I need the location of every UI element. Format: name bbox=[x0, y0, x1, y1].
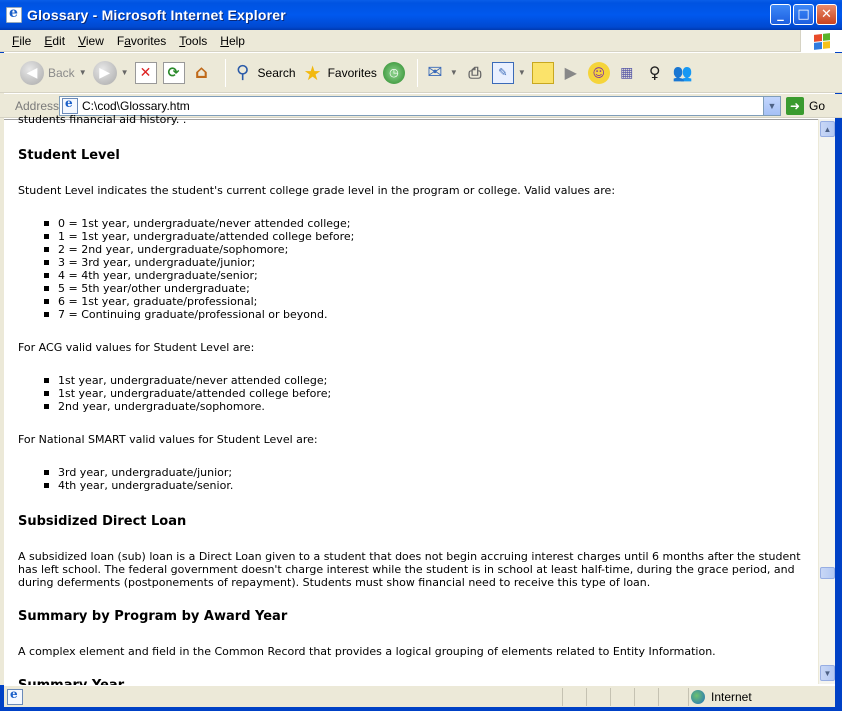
forward-dropdown-icon[interactable]: ▼ bbox=[120, 68, 129, 77]
home-icon: ⌂ bbox=[195, 62, 208, 83]
list-item: 6 = 1st year, graduate/professional; bbox=[44, 295, 814, 308]
forward-button[interactable] bbox=[93, 56, 129, 90]
page-status-icon bbox=[7, 689, 23, 705]
window-controls bbox=[770, 4, 837, 25]
messenger-yahoo-button[interactable] bbox=[588, 56, 610, 90]
heading-student-level: Student Level bbox=[18, 148, 120, 163]
window-frame-right bbox=[835, 30, 842, 711]
zone-label: Internet bbox=[711, 690, 752, 704]
status-pane bbox=[658, 688, 682, 706]
refresh-button[interactable] bbox=[163, 56, 185, 90]
note-icon bbox=[532, 62, 554, 84]
list-item: 4th year, undergraduate/senior. bbox=[44, 479, 814, 492]
internet-globe-icon bbox=[691, 690, 705, 704]
smart-intro: For National SMART valid values for Student Level are: bbox=[18, 433, 318, 446]
stop-button[interactable] bbox=[135, 56, 157, 90]
go-arrow-icon: ➜ bbox=[786, 97, 804, 115]
search-icon: ⚲ bbox=[235, 62, 250, 83]
address-dropdown-icon[interactable]: ▼ bbox=[763, 97, 780, 115]
menu-help[interactable]: Help bbox=[220, 33, 245, 48]
aim-running-man-icon: ♀ bbox=[648, 63, 661, 82]
aim-button[interactable] bbox=[644, 56, 666, 90]
standard-toolbar bbox=[0, 53, 842, 93]
menu-tools[interactable]: Tools bbox=[179, 33, 208, 48]
edit-dropdown-icon[interactable]: ▼ bbox=[517, 68, 526, 77]
list-item: 0 = 1st year, undergraduate/never attended college; bbox=[44, 217, 814, 230]
forward-arrow-icon: ▶ bbox=[93, 61, 117, 85]
favorites-star-icon: ★ bbox=[303, 60, 322, 85]
mail-icon: ✉ bbox=[427, 62, 443, 83]
back-button[interactable] bbox=[20, 56, 87, 90]
heading-subsidized-direct-loan: Subsidized Direct Loan bbox=[18, 514, 187, 529]
list-item: 4 = 4th year, undergraduate/senior; bbox=[44, 269, 814, 282]
go-label: Go bbox=[809, 99, 826, 113]
scroll-down-icon[interactable]: ▼ bbox=[820, 665, 835, 681]
acg-intro: For ACG valid values for Student Level are: bbox=[18, 341, 255, 354]
search-label: Search bbox=[257, 65, 296, 80]
window-frame-bottom bbox=[0, 707, 842, 711]
menu-favorites[interactable]: Favorites bbox=[116, 33, 167, 48]
smart-values-list bbox=[44, 466, 814, 492]
status-pane bbox=[562, 688, 586, 706]
print-button[interactable] bbox=[464, 56, 486, 90]
security-zone[interactable] bbox=[688, 688, 828, 706]
maximize-button[interactable]: □ bbox=[793, 4, 814, 25]
list-item: 5 = 5th year/other undergraduate; bbox=[44, 282, 814, 295]
back-dropdown-icon[interactable]: ▼ bbox=[78, 68, 87, 77]
yahoo-messenger-icon: ☺ bbox=[588, 62, 610, 84]
mail-button[interactable] bbox=[424, 56, 458, 90]
heading-summary-by-program: Summary by Program by Award Year bbox=[18, 609, 288, 624]
toolbar-separator bbox=[417, 59, 418, 87]
ie-app-icon[interactable] bbox=[6, 7, 22, 23]
stop-icon: ✕ bbox=[135, 62, 157, 84]
window-title: Glossary - Microsoft Internet Explorer bbox=[27, 7, 286, 23]
media-button[interactable] bbox=[616, 56, 638, 90]
mail-dropdown-icon[interactable]: ▼ bbox=[449, 68, 458, 77]
home-button[interactable] bbox=[191, 56, 213, 90]
favorites-button[interactable] bbox=[302, 56, 377, 90]
history-icon: ◷ bbox=[383, 62, 405, 84]
list-item: 1 = 1st year, undergraduate/attended college before; bbox=[44, 230, 814, 243]
research-icon: ▶ bbox=[564, 63, 577, 82]
windows-logo bbox=[800, 30, 842, 52]
print-icon: ⎙ bbox=[468, 62, 482, 82]
msn-messenger-button[interactable] bbox=[672, 56, 694, 90]
history-button[interactable] bbox=[383, 56, 405, 90]
vertical-scrollbar[interactable] bbox=[818, 119, 835, 684]
page-viewport[interactable] bbox=[4, 113, 822, 684]
status-pane bbox=[634, 688, 658, 706]
back-arrow-icon: ◀ bbox=[20, 61, 44, 85]
msn-messenger-icon: 👥 bbox=[672, 63, 693, 82]
glossary-document bbox=[18, 113, 814, 714]
scrollbar-thumb[interactable] bbox=[820, 567, 835, 579]
menu-file[interactable]: File bbox=[12, 33, 32, 48]
student-level-values-list bbox=[44, 217, 814, 321]
address-label: Address bbox=[15, 98, 60, 113]
truncated-previous-text: students financial aid history. . bbox=[18, 113, 187, 126]
menu-edit[interactable]: Edit bbox=[44, 33, 66, 48]
list-item: 7 = Continuing graduate/professional or beyond. bbox=[44, 308, 814, 321]
student-level-intro: Student Level indicates the student's current college grade level in the program or college. Valid values are: bbox=[18, 184, 616, 197]
menu-bar bbox=[0, 30, 842, 52]
list-item: 2 = 2nd year, undergraduate/sophomore; bbox=[44, 243, 814, 256]
media-icon: ▦ bbox=[620, 64, 634, 81]
list-item: 1st year, undergraduate/never attended college; bbox=[44, 374, 814, 387]
research-button[interactable] bbox=[560, 56, 582, 90]
discuss-button[interactable] bbox=[532, 56, 554, 90]
edit-button[interactable] bbox=[492, 56, 526, 90]
close-button[interactable]: ✕ bbox=[816, 4, 837, 25]
acg-values-list bbox=[44, 374, 814, 413]
title-bar[interactable] bbox=[0, 0, 842, 30]
status-bar bbox=[4, 685, 835, 707]
summary-by-program-description: A complex element and field in the Common Record that provides a logical grouping of elements related to Entity Information. bbox=[18, 645, 716, 658]
favorites-label: Favorites bbox=[327, 65, 377, 80]
status-panes bbox=[562, 688, 682, 706]
list-item: 3rd year, undergraduate/junior; bbox=[44, 466, 814, 479]
status-pane bbox=[586, 688, 610, 706]
edit-icon: ✎ bbox=[492, 62, 514, 84]
toolbar-separator bbox=[225, 59, 226, 87]
search-button[interactable] bbox=[232, 56, 296, 90]
list-item: 3 = 3rd year, undergraduate/junior; bbox=[44, 256, 814, 269]
page-icon bbox=[62, 98, 78, 114]
back-label: Back bbox=[48, 65, 75, 80]
menu-view[interactable]: View bbox=[78, 33, 104, 48]
address-url[interactable]: C:\cod\Glossary.htm bbox=[82, 99, 190, 113]
subsidized-description: A subsidized loan (sub) loan is a Direct Loan given to a student that does not begin accruing interest charges until 6 months after the student has left school. The federal government doesn't charge interest while the student is in school at least half-time, during the grace period, and during deferments (postponements of repayment). Students must show financial need to receive this type of loan. bbox=[18, 550, 801, 589]
list-item: 2nd year, undergraduate/sophomore. bbox=[44, 400, 814, 413]
windows-flag-icon bbox=[814, 33, 830, 50]
minimize-button[interactable]: _ bbox=[770, 4, 791, 25]
status-pane bbox=[610, 688, 634, 706]
refresh-icon: ⟳ bbox=[163, 62, 185, 84]
list-item: 1st year, undergraduate/attended college before; bbox=[44, 387, 814, 400]
scroll-up-icon[interactable]: ▲ bbox=[820, 121, 835, 137]
